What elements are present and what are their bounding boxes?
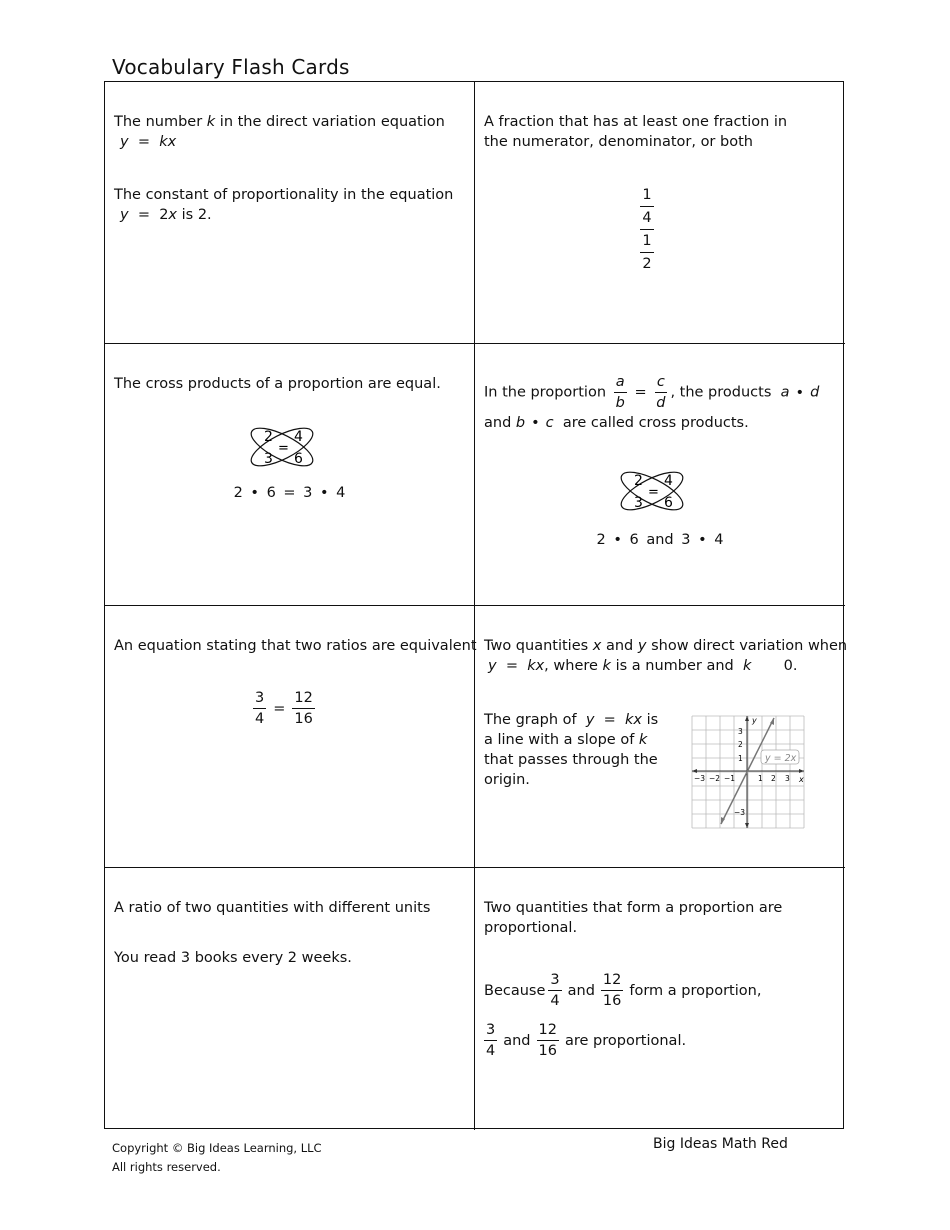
card-cross-products-term: [475, 344, 845, 606]
dot: •: [531, 415, 540, 431]
cross-product-ovals: [617, 468, 687, 514]
tick-y-neg3: −3: [734, 808, 746, 817]
num: 12: [537, 1020, 559, 1041]
var-y: y: [488, 658, 497, 674]
x-axis-arrow-left: [692, 769, 697, 773]
graph-description: [484, 710, 658, 790]
text: is a number and: [615, 658, 734, 674]
product-statement: 2 • 6 and 3 • 4: [596, 532, 724, 548]
var-kx: kx: [159, 134, 177, 150]
definition-line1: [484, 636, 848, 656]
num: c: [655, 372, 667, 393]
tick-x-3: 3: [785, 774, 790, 783]
fraction-12-16: [537, 1020, 559, 1061]
desc-line2: [484, 730, 658, 750]
y-axis-arrow-down: [745, 823, 749, 828]
den: 4: [550, 993, 560, 1009]
var-k: k: [638, 732, 648, 748]
footer-book-title: Big Ideas Math Red: [653, 1136, 788, 1152]
definition-line2: [484, 656, 837, 676]
tick-x-2: 2: [771, 774, 776, 783]
page-title: Vocabulary Flash Cards: [112, 55, 350, 79]
num: a: [614, 372, 627, 393]
num: 3: [484, 1020, 497, 1041]
definition-line2: [484, 413, 837, 433]
num: 1: [642, 187, 652, 203]
footer-copyright: [112, 1139, 322, 1177]
equals: =: [634, 384, 647, 401]
num: 3: [548, 970, 561, 991]
text: , where: [544, 658, 598, 674]
coef: 2: [159, 207, 169, 223]
tick-y-1: 1: [738, 754, 743, 763]
example-line2: [484, 1020, 686, 1061]
var-y: y: [637, 638, 647, 654]
desc-line1: [484, 710, 658, 730]
text: and: [567, 982, 595, 999]
equals: =: [603, 712, 616, 728]
card-rate: [105, 868, 475, 1130]
oval-d: 6: [664, 495, 673, 511]
card-direct-variation: [475, 606, 848, 868]
text: 0.: [783, 658, 798, 674]
den: 16: [294, 711, 313, 727]
cross-product-ovals: [247, 424, 317, 470]
x-axis-arrow: [799, 769, 804, 773]
direct-variation-graph: [690, 714, 808, 832]
example-line: The constant of proportionality in the equation: [114, 187, 454, 203]
text: , the products: [670, 384, 772, 401]
fraction-12-16: [292, 688, 314, 729]
tick-x-1: 1: [758, 774, 763, 783]
example-line1: [484, 970, 761, 1011]
text: The number: [114, 114, 203, 130]
text: is: [646, 712, 659, 728]
card-cross-products: [105, 344, 475, 606]
num: 12: [292, 688, 314, 709]
fraction-12-16: [601, 970, 623, 1011]
den: 4: [486, 1043, 496, 1059]
equation: [114, 132, 466, 152]
var-kx: kx: [625, 712, 642, 728]
var-d: d: [810, 384, 820, 401]
var-kx: kx: [527, 658, 545, 674]
example-equation: [114, 205, 466, 225]
equals: =: [273, 700, 286, 717]
text: Two quantities: [484, 638, 589, 654]
equals: =: [137, 207, 150, 223]
tick-x-neg1: −1: [724, 774, 736, 783]
text: and: [503, 1032, 531, 1049]
definition: An equation stating that two ratios are equivalent: [114, 638, 477, 654]
text: and: [605, 638, 634, 654]
desc-line3: that passes through the: [484, 752, 658, 768]
var-k: k: [742, 658, 752, 674]
num: 12: [601, 970, 623, 991]
var-c: c: [545, 415, 554, 431]
tick-y-2: 2: [738, 740, 743, 749]
var-y: y: [120, 207, 129, 223]
desc-line4: origin.: [484, 772, 530, 788]
fraction-a-b: [614, 372, 627, 413]
tick-x-neg3: −3: [694, 774, 706, 783]
rights-text: All rights reserved.: [112, 1160, 221, 1174]
fraction-c-d: [654, 372, 667, 413]
den: 4: [255, 711, 265, 727]
definition: The cross products of a proportion are equal.: [114, 376, 441, 392]
oval-b: 4: [664, 473, 673, 489]
oval-c: 3: [634, 495, 643, 511]
den: 2: [640, 252, 653, 275]
var-k: k: [206, 114, 216, 130]
fraction-3-4: [253, 688, 266, 729]
text: is 2.: [181, 207, 212, 223]
text: show direct variation when: [651, 638, 848, 654]
text: and: [484, 415, 512, 431]
den: 16: [602, 993, 622, 1009]
definition-line1: [484, 372, 837, 413]
text: form a proportion,: [629, 982, 762, 999]
oval-a: 2: [264, 429, 273, 445]
card-constant-of-proportionality: [105, 82, 475, 344]
oval-eq: =: [278, 441, 289, 456]
example: You read 3 books every 2 weeks.: [114, 950, 352, 966]
card-proportional: [475, 868, 845, 1130]
card-proportion: [105, 606, 475, 868]
definition-line: [114, 112, 466, 132]
oval-d: 6: [294, 451, 303, 467]
definition: A fraction that has at least one fraction in the numerator, denominator, or both: [484, 114, 788, 150]
den: d: [656, 395, 666, 411]
var-x: x: [592, 638, 602, 654]
tick-y-3: 3: [738, 727, 743, 736]
den: 16: [538, 1043, 557, 1059]
var-a: a: [780, 384, 790, 401]
definition: Two quantities that form a proportion are proportional.: [484, 900, 783, 936]
text: in the direct variation equation: [219, 114, 445, 130]
flash-card-grid: [104, 81, 848, 1129]
proportion-example: [250, 688, 318, 729]
x-axis-label: x: [799, 775, 804, 784]
equals: =: [505, 658, 518, 674]
text: In the proportion: [484, 384, 607, 401]
tick-x-neg2: −2: [709, 774, 721, 783]
oval-a: 2: [634, 473, 643, 489]
var-x: x: [168, 207, 178, 223]
oval-eq: =: [648, 485, 659, 500]
definition: A ratio of two quantities with different units: [114, 900, 431, 916]
oval-b: 4: [294, 429, 303, 445]
var-b: b: [515, 415, 526, 431]
y-axis-arrow: [745, 716, 749, 721]
var-y: y: [585, 712, 595, 728]
var-k: k: [602, 658, 611, 674]
text: The graph of: [484, 712, 577, 728]
copyright-text: Copyright © Big Ideas Learning, LLC: [112, 1141, 322, 1155]
den: b: [615, 395, 625, 411]
fraction-3-4: [548, 970, 561, 1011]
text: Because: [484, 982, 546, 999]
graph-grid: [692, 716, 804, 828]
oval-c: 3: [264, 451, 273, 467]
y-axis-label: y: [752, 716, 757, 725]
var-y: y: [120, 134, 129, 150]
complex-fraction: [640, 184, 654, 275]
fraction-3-4: [484, 1020, 497, 1061]
num: 3: [253, 688, 266, 709]
num-den: 4: [640, 206, 653, 229]
text: are called cross products.: [562, 415, 749, 431]
equals: =: [137, 134, 150, 150]
card-complex-fraction: [475, 82, 845, 344]
text: a line with a slope of: [484, 732, 635, 748]
line-label: y = 2x: [765, 753, 797, 764]
den-num: 1: [640, 229, 654, 252]
product-equation: 2 • 6 = 3 • 4: [233, 485, 346, 501]
text: are proportional.: [564, 1032, 687, 1049]
dot: •: [795, 384, 805, 401]
